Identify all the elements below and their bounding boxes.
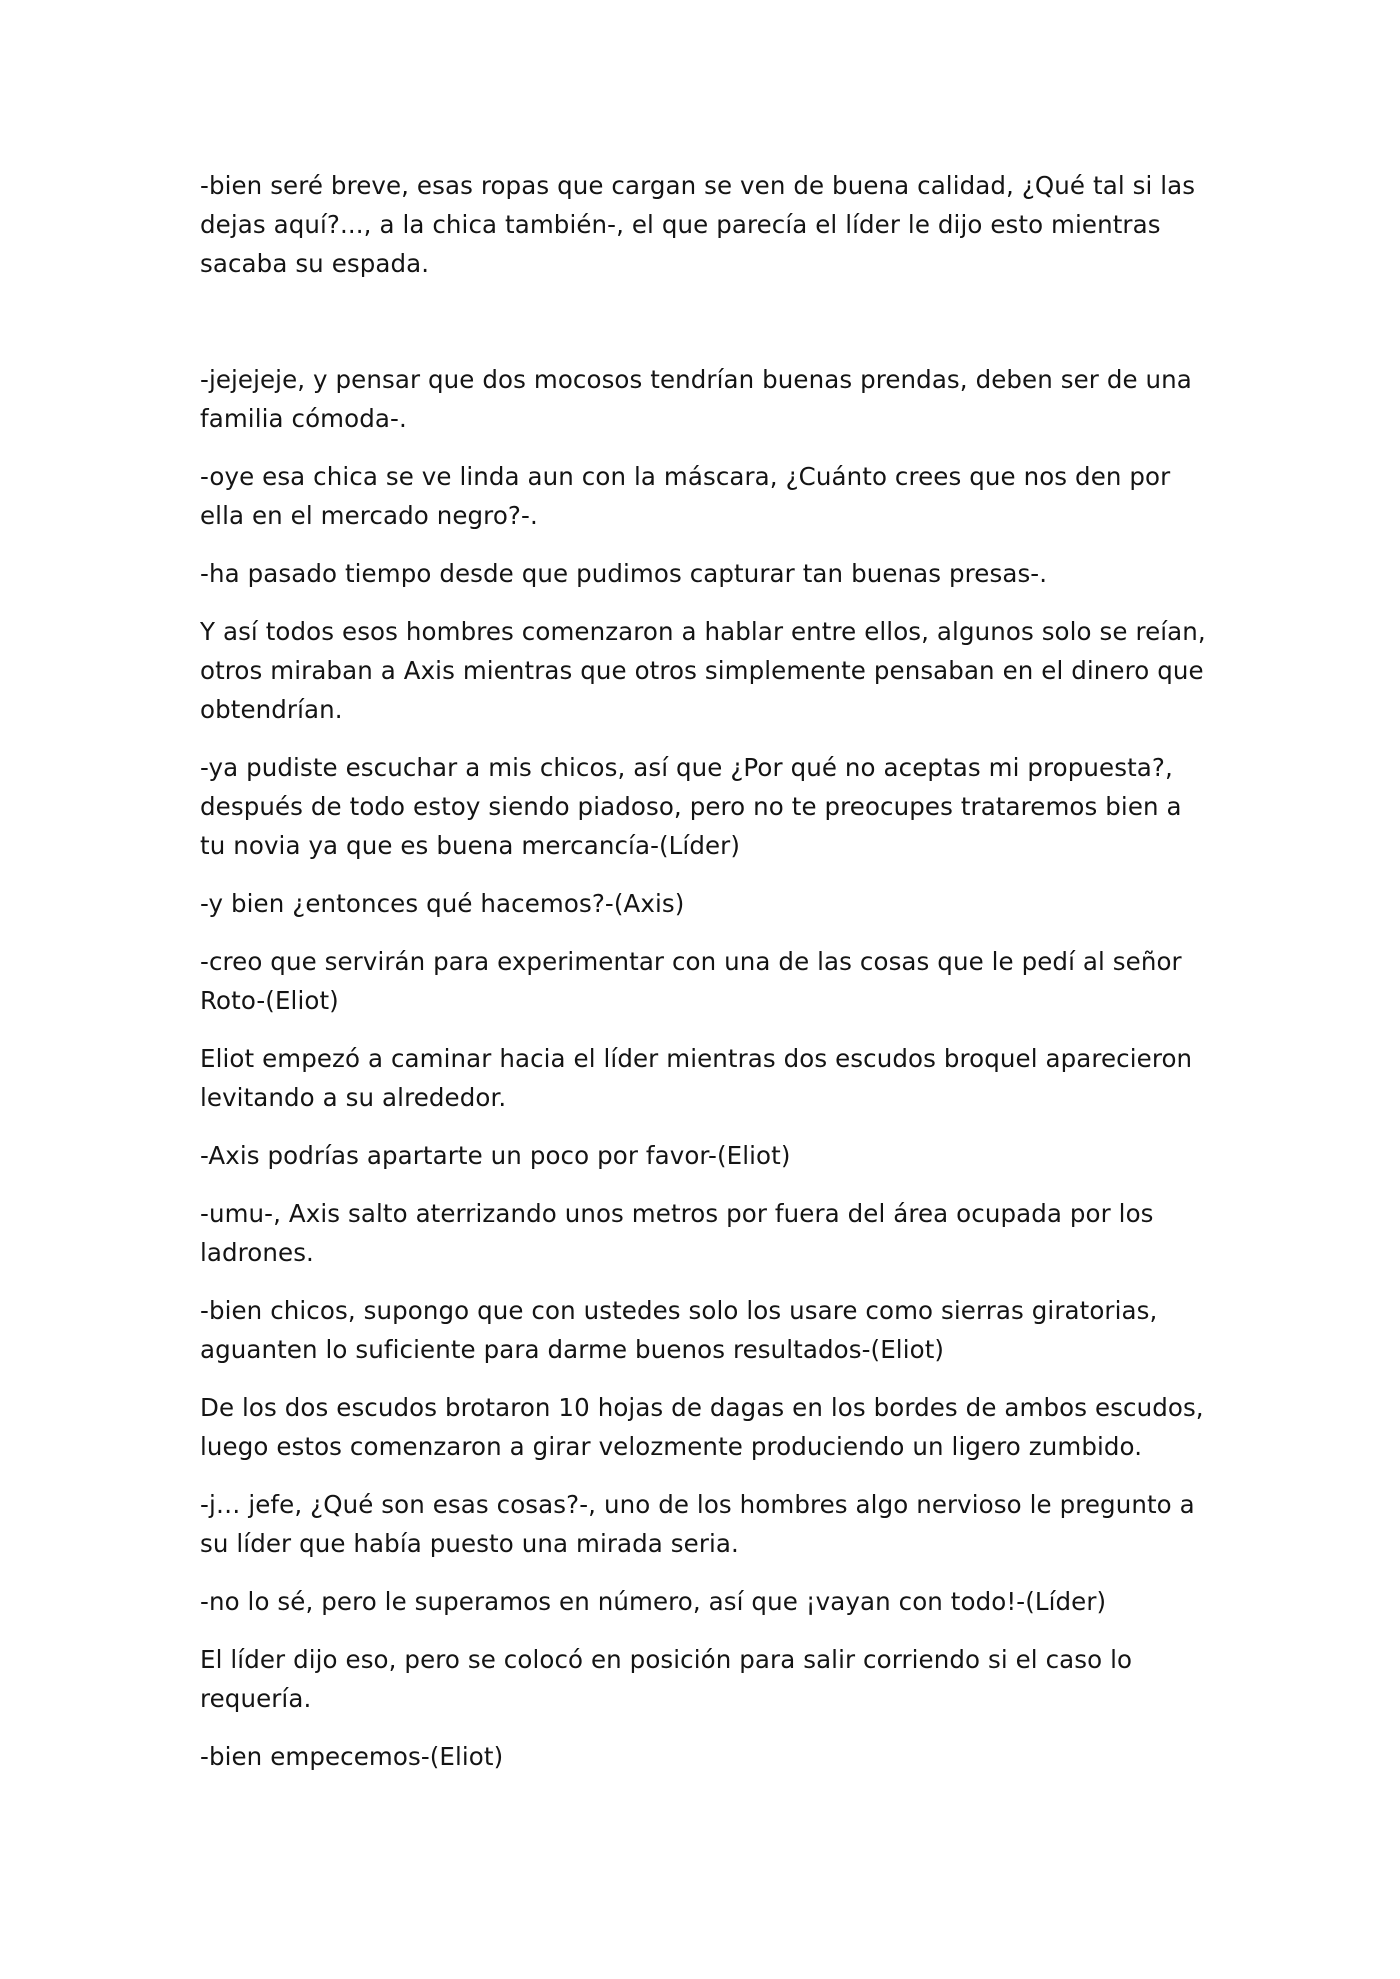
paragraph: -creo que servirán para experimentar con una de las cosas que le pedí al señor Roto-(Eliot) — [200, 947, 1182, 1015]
paragraph: El líder dijo eso, pero se colocó en posición para salir corriendo si el caso lo requería. — [200, 1645, 1133, 1713]
paragraph: -bien empecemos-(Eliot) — [200, 1742, 504, 1771]
paragraph: -y bien ¿entonces qué hacemos?-(Axis) — [200, 889, 685, 918]
paragraph: -oye esa chica se ve linda aun con la máscara, ¿Cuánto crees que nos den por ella en el mercado negro?-. — [200, 462, 1171, 530]
paragraph: -j… jefe, ¿Qué son esas cosas?-, uno de los hombres algo nervioso le pregunto a su líder que había puesto una mirada seria. — [200, 1490, 1195, 1558]
document-body — [200, 166, 1210, 1795]
paragraph: Y así todos esos hombres comenzaron a hablar entre ellos, algunos solo se reían, otros miraban a Axis mientras que otros simplemente pensaban en el dinero que obtendrían. — [200, 617, 1206, 724]
paragraph: -ha pasado tiempo desde que pudimos capturar tan buenas presas-. — [200, 559, 1048, 588]
paragraph: -bien seré breve, esas ropas que cargan se ven de buena calidad, ¿Qué tal si las dejas aquí?..., a la chica también-, el que parecía el líder le dijo esto mientras sacaba su espada. — [200, 171, 1196, 278]
paragraph: -Axis podrías apartarte un poco por favor-(Eliot) — [200, 1141, 791, 1170]
paragraph: -umu-, Axis salto aterrizando unos metros por fuera del área ocupada por los ladrones. — [200, 1199, 1154, 1267]
paragraph: -bien chicos, supongo que con ustedes solo los usare como sierras giratorias, aguanten lo suficiente para darme buenos resultados-(Eliot) — [200, 1296, 1158, 1364]
paragraph: -jejejeje, y pensar que dos mocosos tendrían buenas prendas, deben ser de una familia cómoda-. — [200, 365, 1192, 433]
paragraph: -no lo sé, pero le superamos en número, así que ¡vayan con todo!-(Líder) — [200, 1587, 1107, 1616]
paragraph: Eliot empezó a caminar hacia el líder mientras dos escudos broquel aparecieron levitando a su alrededor. — [200, 1044, 1193, 1112]
paragraph: De los dos escudos brotaron 10 hojas de dagas en los bordes de ambos escudos, luego estos comenzaron a girar velozmente produciendo un ligero zumbido. — [200, 1393, 1204, 1461]
paragraph: -ya pudiste escuchar a mis chicos, así que ¿Por qué no aceptas mi propuesta?, después de todo estoy siendo piadoso, pero no te preocupes trataremos bien a tu novia ya que es buena mercancía-(Líder) — [200, 753, 1182, 860]
